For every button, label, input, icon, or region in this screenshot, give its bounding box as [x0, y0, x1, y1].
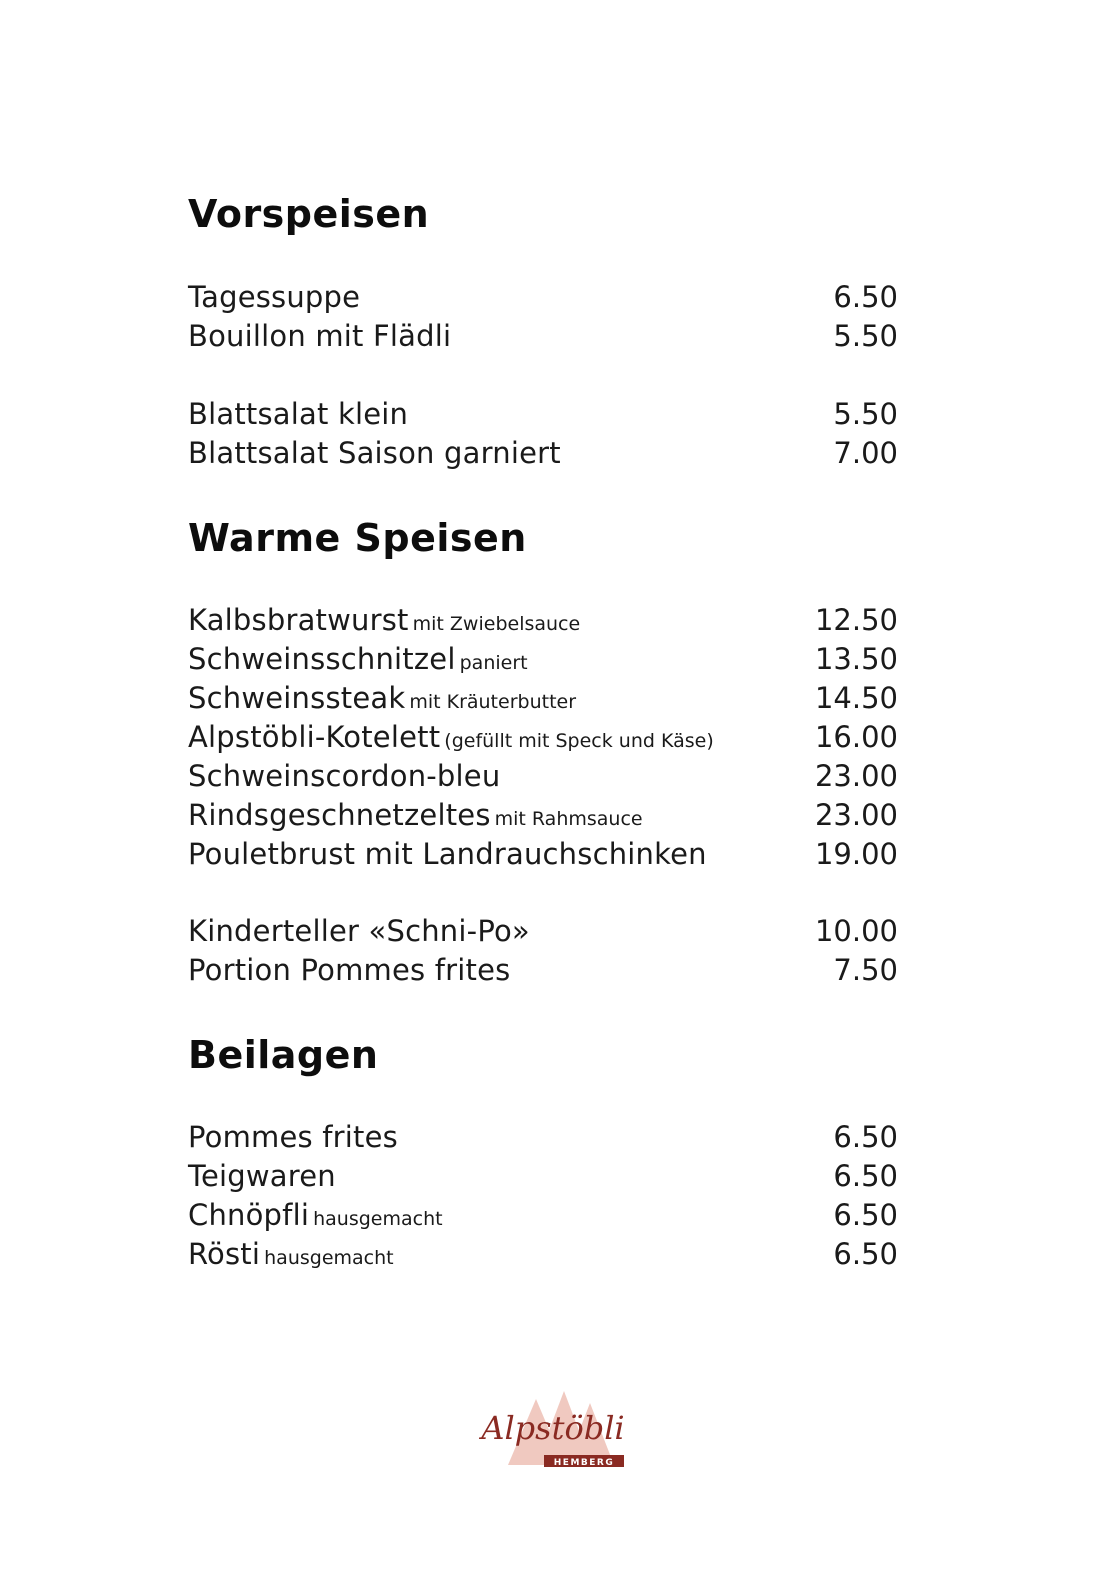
item-note: mit Kräuterbutter	[409, 691, 577, 713]
item-price: 14.50	[814, 681, 898, 715]
item-name: Blattsalat Saison garniert	[188, 436, 561, 470]
item-name: Kalbsbratwurst	[188, 603, 409, 637]
item-name: Chnöpfli	[188, 1198, 310, 1232]
item-name: Blattsalat klein	[188, 397, 409, 431]
item-note: hausgemacht	[313, 1208, 443, 1230]
menu-item	[188, 317, 898, 356]
item-note: mit Zwiebelsauce	[412, 613, 581, 635]
item-price: 12.50	[814, 603, 898, 637]
menu-item	[188, 434, 898, 473]
item-price: 23.00	[814, 798, 898, 832]
menu-item	[188, 278, 898, 317]
section-title: Beilagen	[188, 1033, 379, 1077]
item-price: 6.50	[833, 1120, 898, 1154]
logo-wordmark: Alpstöbli	[481, 1409, 625, 1447]
item-price: 6.50	[833, 1159, 898, 1193]
item-price: 6.50	[833, 280, 898, 314]
item-name: Schweinsschnitzel	[188, 642, 456, 676]
item-price: 16.00	[814, 720, 898, 754]
item-name: Rindsgeschnetzeltes	[188, 798, 491, 832]
section-title: Vorspeisen	[188, 192, 430, 236]
menu-item	[188, 395, 898, 434]
menu-group	[188, 601, 898, 874]
item-note: mit Rahmsauce	[494, 808, 643, 830]
menu-item	[188, 640, 898, 679]
item-price: 13.50	[814, 642, 898, 676]
menu-group	[188, 395, 898, 473]
section-vorspeisen	[188, 191, 898, 237]
menu-item	[188, 757, 898, 796]
item-name: Teigwaren	[188, 1159, 336, 1193]
item-name: Kinderteller «Schni-Po»	[188, 914, 530, 948]
item-price: 7.00	[833, 436, 898, 470]
item-price: 6.50	[833, 1237, 898, 1271]
menu-item	[188, 796, 898, 835]
item-name: Pommes frites	[188, 1120, 398, 1154]
menu-item	[188, 835, 898, 874]
menu-item	[188, 1118, 898, 1157]
item-price: 5.50	[833, 319, 898, 353]
menu-group	[188, 1118, 898, 1274]
item-name: Alpstöbli-Kotelett	[188, 720, 441, 754]
menu-item	[188, 718, 898, 757]
item-price: 7.50	[833, 953, 898, 987]
item-name: Portion Pommes frites	[188, 953, 511, 987]
section-title: Warme Speisen	[188, 516, 527, 560]
menu-group	[188, 912, 898, 990]
item-name: Rösti	[188, 1237, 261, 1271]
item-price: 10.00	[814, 914, 898, 948]
menu-item	[188, 1157, 898, 1196]
item-name: Tagessuppe	[188, 280, 361, 314]
section-warme-speisen	[188, 515, 898, 561]
menu-item	[188, 679, 898, 718]
alpstoebli-logo	[478, 1385, 628, 1475]
item-price: 5.50	[833, 397, 898, 431]
menu-item	[188, 1196, 898, 1235]
logo-mountains-icon	[478, 1385, 628, 1475]
menu-item	[188, 1235, 898, 1274]
item-name: Schweinssteak	[188, 681, 406, 715]
logo-subtitle: HEMBERG	[553, 1458, 615, 1468]
menu-item	[188, 912, 898, 951]
menu-item	[188, 951, 898, 990]
section-beilagen	[188, 1032, 898, 1078]
item-name: Schweinscordon-bleu	[188, 759, 501, 793]
item-note: paniert	[459, 652, 528, 674]
item-name: Bouillon mit Flädli	[188, 319, 452, 353]
item-note: hausgemacht	[264, 1247, 394, 1269]
item-price: 23.00	[814, 759, 898, 793]
item-name: Pouletbrust mit Landrauchschinken	[188, 837, 707, 871]
item-price: 19.00	[814, 837, 898, 871]
menu-group	[188, 278, 898, 356]
item-note: (gefüllt mit Speck und Käse)	[444, 730, 714, 752]
item-price: 6.50	[833, 1198, 898, 1232]
menu-item	[188, 601, 898, 640]
